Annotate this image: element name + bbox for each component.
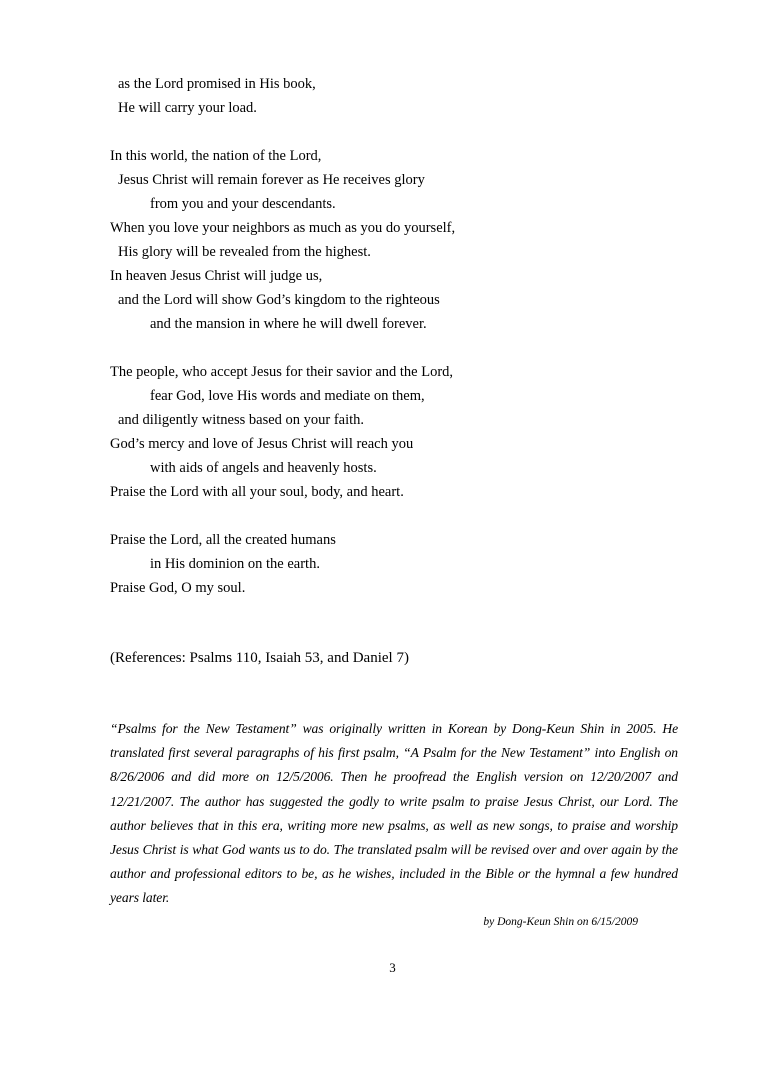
- poem-line: Praise God, O my soul.: [110, 580, 246, 596]
- author-signature: by Dong-Keun Shin on 6/15/2009: [483, 916, 638, 928]
- poem-line: and the Lord will show God’s kingdom to the righteous: [118, 292, 440, 308]
- poem-line: His glory will be revealed from the highest.: [118, 244, 371, 260]
- author-note: “Psalms for the New Testament” was originally written in Korean by Dong-Keun Shin in 2005. He translated first several paragraphs of his first psalm, “A Psalm for the New Testament” into English on 8/26/2006 and did more on 12/5/2006. Then he proofread the English version on 12/20/2007 and 12/21/2007. The author has suggested the godly to write psalm to praise Jesus Christ, our Lord. The author believes that in this era, writing more new psalms, as well as new songs, to praise and worship Jesus Christ is what God wants us to do. The translated psalm will be revised over and over again by the author and professional editors to be, as he wishes, included in the Bible or the hymnal a few hundred years later.: [110, 721, 678, 906]
- poem-line: in His dominion on the earth.: [150, 556, 320, 572]
- poem-body: [110, 72, 670, 600]
- poem-line: and diligently witness based on your faith.: [118, 412, 365, 428]
- stanza-gap: [110, 120, 670, 144]
- poem-line: He will carry your load.: [118, 100, 257, 116]
- poem-line: Praise the Lord, all the created humans: [110, 532, 336, 548]
- stanza-gap: [110, 504, 670, 528]
- poem-line: fear God, love His words and mediate on them,: [150, 388, 425, 404]
- poem-line: as the Lord promised in His book,: [118, 76, 316, 92]
- poem-line: In heaven Jesus Christ will judge us,: [110, 268, 323, 284]
- poem-line: from you and your descendants.: [150, 196, 336, 212]
- poem-line: When you love your neighbors as much as you do yourself,: [110, 220, 456, 236]
- page-number: 3: [389, 960, 396, 975]
- poem-line: God’s mercy and love of Jesus Christ will reach you: [110, 436, 414, 452]
- poem-line: and the mansion in where he will dwell forever.: [150, 316, 427, 332]
- poem-line: Jesus Christ will remain forever as He receives glory: [118, 172, 425, 188]
- poem-line: with aids of angels and heavenly hosts.: [150, 460, 377, 476]
- poem-line: The people, who accept Jesus for their savior and the Lord,: [110, 364, 454, 380]
- poem-line: In this world, the nation of the Lord,: [110, 148, 322, 164]
- poem-line: Praise the Lord with all your soul, body, and heart.: [110, 484, 404, 500]
- references-line: (References: Psalms 110, Isaiah 53, and Daniel 7): [110, 650, 409, 666]
- stanza-gap: [110, 336, 670, 360]
